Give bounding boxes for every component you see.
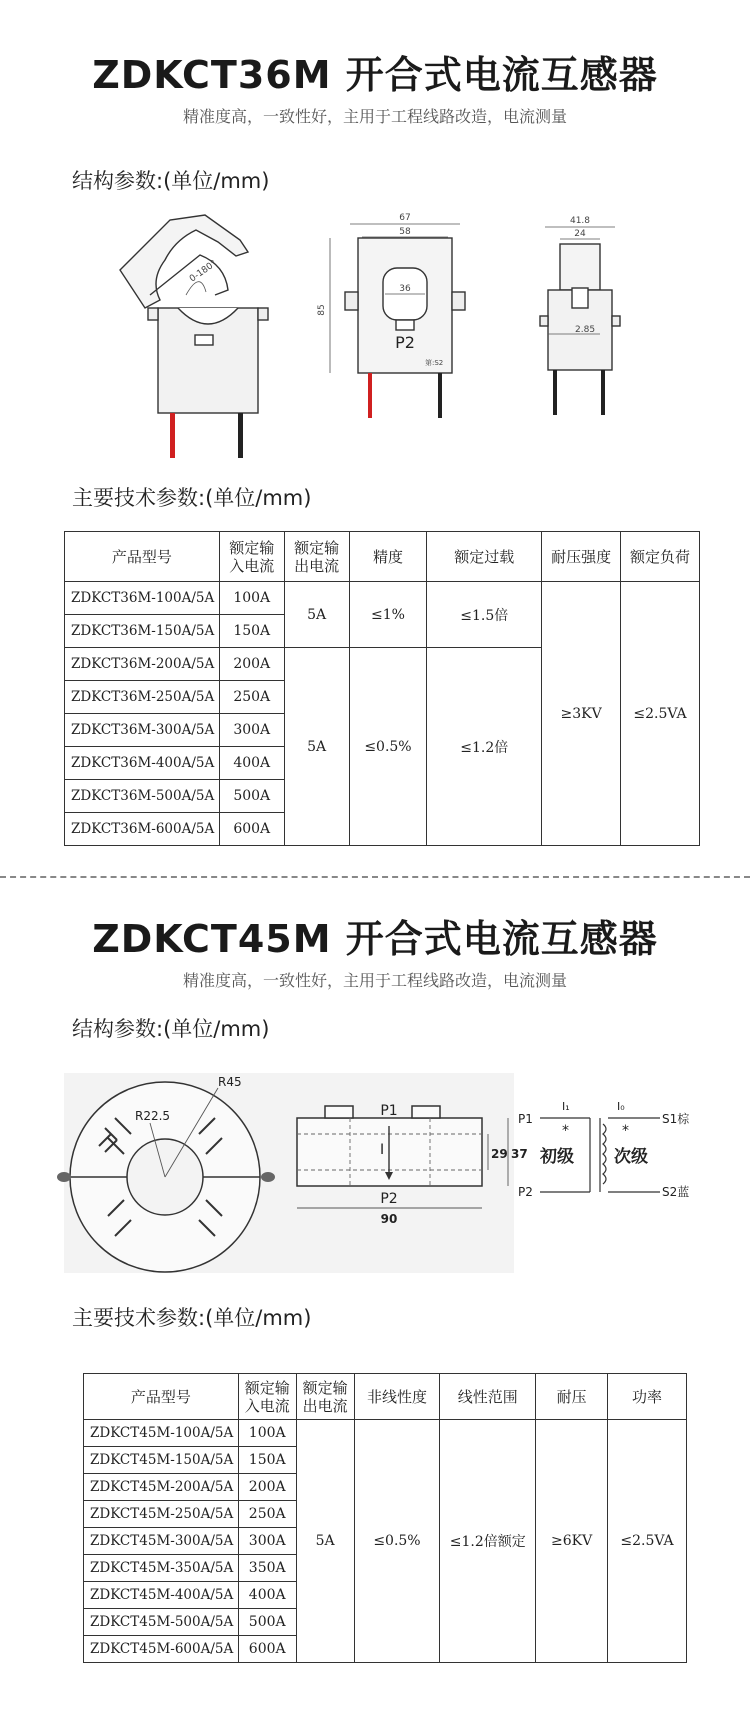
input-cell: 400A (219, 747, 284, 780)
s2-current-label: I (380, 1142, 385, 1158)
input-cell: 300A (238, 1528, 296, 1555)
accuracy-cell-group2: ≤0.5% (349, 648, 427, 846)
section2-structure-label: 结构参数:(单位/mm) (72, 1017, 270, 1041)
table-header-row (84, 1374, 687, 1420)
s1-black-wire-mid (438, 373, 442, 418)
linear-range-cell: ≤1.2倍额定 (440, 1420, 536, 1663)
model-cell: ZDKCT45M-350A/5A (84, 1555, 239, 1582)
section2-spec-table (83, 1373, 687, 1663)
header-withstand: 耐压强度 (542, 532, 621, 582)
model-cell: ZDKCT45M-200A/5A (84, 1474, 239, 1501)
s2-schem-p1: P1 (518, 1112, 533, 1126)
power-cell: ≤2.5VA (608, 1420, 687, 1663)
s2-r-outer: R45 (218, 1075, 242, 1089)
s2-s1-label: S1棕 (662, 1112, 690, 1126)
model-cell: ZDKCT45M-300A/5A (84, 1528, 239, 1555)
nonlinearity-cell: ≤0.5% (354, 1420, 440, 1663)
s2-p1-label: P1 (380, 1103, 398, 1119)
s2-dim-37: 37 (511, 1147, 528, 1161)
input-cell: 250A (219, 681, 284, 714)
model-cell: ZDKCT45M-100A/5A (84, 1420, 239, 1447)
s2-schem-p2: P2 (518, 1185, 533, 1199)
s1-black-wire-left (238, 413, 243, 458)
s2-p2-label: P2 (380, 1191, 398, 1207)
s1-mark-p2: P2 (395, 333, 415, 352)
input-cell: 600A (219, 813, 284, 846)
withstand-cell: ≥3KV (542, 582, 621, 846)
section2-title: ZDKCT45M 开合式电流互感器 (92, 917, 658, 961)
s1-dim-24: 24 (574, 229, 586, 239)
load-cell: ≤2.5VA (621, 582, 700, 846)
model-cell: ZDKCT36M-500A/5A (65, 780, 220, 813)
s1-dim-41-8: 41.8 (569, 216, 591, 226)
section2-subtitle: 精准度高，一致性好，主用于工程线路改造，电流测量 (182, 971, 567, 990)
input-cell: 250A (238, 1501, 296, 1528)
input-cell: 500A (238, 1609, 296, 1636)
header-load: 额定负荷 (621, 532, 700, 582)
header-power: 功率 (608, 1374, 687, 1420)
s1-angle-label: 0-180° (187, 258, 219, 285)
withstand-cell: ≥6KV (536, 1420, 608, 1663)
model-cell: ZDKCT45M-600A/5A (84, 1636, 239, 1663)
s1-red-wire-left (170, 413, 175, 458)
input-cell: 150A (238, 1447, 296, 1474)
section1-drawing (0, 200, 750, 460)
section1-structure-label: 结构参数:(单位/mm) (72, 169, 270, 193)
header-linear-range: 线性范围 (440, 1374, 536, 1420)
input-cell: 350A (238, 1555, 296, 1582)
overload-cell-group1: ≤1.5倍 (427, 582, 542, 648)
input-cell: 200A (219, 648, 284, 681)
s1-red-wire-mid (368, 373, 372, 418)
model-cell: ZDKCT45M-150A/5A (84, 1447, 239, 1474)
table-header-row (65, 532, 700, 582)
input-cell: 150A (219, 615, 284, 648)
model-cell: ZDKCT36M-600A/5A (65, 813, 220, 846)
header-input: 额定输 入电流 (238, 1374, 296, 1420)
model-cell: ZDKCT45M-500A/5A (84, 1609, 239, 1636)
s1-dim-58: 58 (399, 227, 411, 237)
input-cell: 600A (238, 1636, 296, 1663)
header-output: 额定输 出电流 (296, 1374, 354, 1420)
output-cell: 5A (296, 1420, 354, 1663)
model-cell: ZDKCT36M-300A/5A (65, 714, 220, 747)
output-cell-group2: 5A (284, 648, 349, 846)
model-cell: ZDKCT36M-400A/5A (65, 747, 220, 780)
header-accuracy: 精度 (349, 532, 427, 582)
s2-primary-label: 初级 (540, 1147, 574, 1167)
input-cell: 300A (219, 714, 284, 747)
s1-dim-2-85: 2.85 (575, 325, 596, 335)
table-row (65, 582, 700, 615)
section1-params-label: 主要技术参数:(单位/mm) (72, 486, 312, 510)
section1-title: ZDKCT36M 开合式电流互感器 (92, 53, 658, 97)
accuracy-cell-group1: ≤1% (349, 582, 427, 648)
input-cell: 400A (238, 1582, 296, 1609)
s2-dim-90: 90 (380, 1212, 398, 1226)
s1-dim-85: 85 (317, 304, 327, 316)
model-cell: ZDKCT45M-250A/5A (84, 1501, 239, 1528)
s1-dim-36: 36 (399, 284, 411, 294)
model-cell: ZDKCT36M-200A/5A (65, 648, 220, 681)
input-cell: 500A (219, 780, 284, 813)
header-output: 额定输 出电流 (284, 532, 349, 582)
s2-i0-label: I₀ (617, 1100, 625, 1113)
model-cell: ZDKCT36M-150A/5A (65, 615, 220, 648)
section1-spec-table (64, 531, 700, 846)
table-row (84, 1420, 687, 1447)
header-model: 产品型号 (84, 1374, 239, 1420)
section-divider (0, 876, 750, 878)
input-cell: 200A (238, 1474, 296, 1501)
header-model: 产品型号 (65, 532, 220, 582)
s2-star-secondary: * (622, 1123, 629, 1139)
s2-right-knob (261, 1172, 275, 1182)
s2-star-primary: * (562, 1123, 569, 1139)
input-cell: 100A (219, 582, 284, 615)
s1-small-note: 第:S2 (425, 359, 444, 367)
s2-r-inner: R22.5 (135, 1109, 171, 1123)
s2-left-knob (57, 1172, 71, 1182)
section2-drawing (0, 1068, 750, 1278)
s1-black-wire-side-2 (601, 370, 605, 415)
input-cell: 100A (238, 1420, 296, 1447)
header-nonlinearity: 非线性度 (354, 1374, 440, 1420)
section1-subtitle: 精准度高，一致性好，主用于工程线路改造，电流测量 (182, 107, 567, 126)
header-withstand: 耐压 (536, 1374, 608, 1420)
overload-cell-group2: ≤1.2倍 (427, 648, 542, 846)
model-cell: ZDKCT45M-400A/5A (84, 1582, 239, 1609)
model-cell: ZDKCT36M-100A/5A (65, 582, 220, 615)
header-overload: 额定过载 (427, 532, 542, 582)
s2-i1-label: I₁ (562, 1100, 570, 1113)
s1-dim-67: 67 (399, 213, 411, 223)
s2-secondary-label: 次级 (614, 1147, 648, 1167)
model-cell: ZDKCT36M-250A/5A (65, 681, 220, 714)
s2-s2-label: S2蓝 (662, 1185, 690, 1199)
s1-black-wire-side-1 (553, 370, 557, 415)
output-cell-group1: 5A (284, 582, 349, 648)
section2-params-label: 主要技术参数:(单位/mm) (72, 1306, 312, 1330)
s2-dim-29: 29 (491, 1147, 508, 1161)
header-input: 额定输 入电流 (219, 532, 284, 582)
